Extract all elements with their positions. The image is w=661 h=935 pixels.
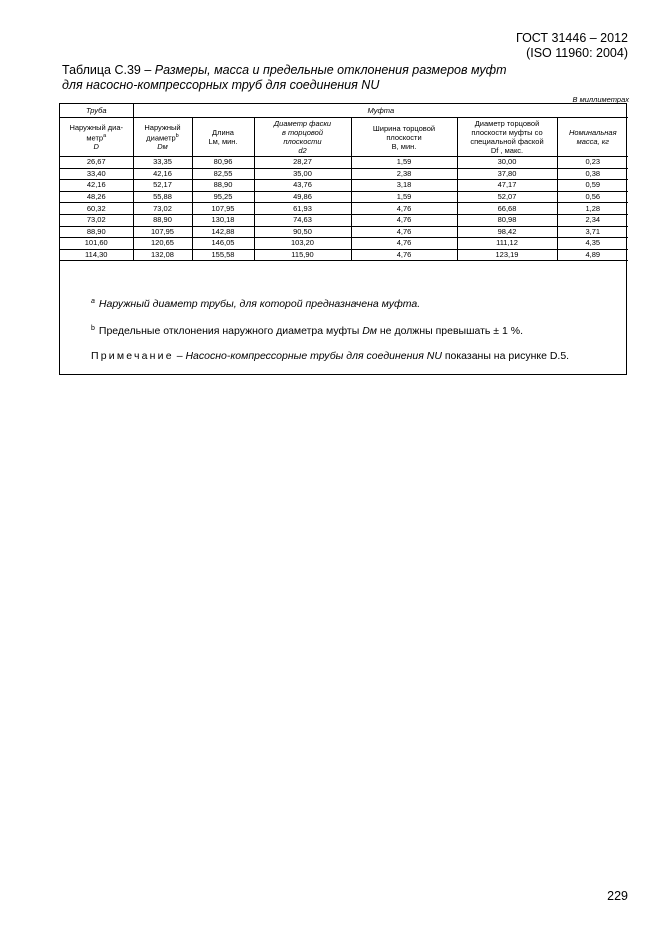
table-cell: 0,56 — [557, 191, 628, 203]
table-row — [60, 180, 628, 192]
table-cell: 30,00 — [457, 157, 557, 169]
remark-label: Примечание — [91, 350, 174, 362]
table-cell: 33,40 — [60, 168, 133, 180]
dimensions-table — [60, 104, 628, 261]
column-header-line: В, мин. — [391, 141, 417, 151]
remark-text: показаны на рисунке D.5. — [441, 350, 570, 362]
table-cell: 33,35 — [133, 157, 192, 169]
column-header-line: Df , макс. — [490, 146, 524, 155]
remark-dash: – — [173, 350, 186, 362]
column-header-line: Длина — [212, 128, 234, 137]
footnote-a — [91, 296, 611, 310]
column-header-line: в торцовой — [281, 128, 324, 137]
table-cell: 98,42 — [457, 226, 557, 238]
table-frame — [59, 103, 627, 375]
table-cell: 2,38 — [351, 168, 457, 180]
footnote-b-text1: Предельные отклонения наружного диаметра муфты — [98, 325, 363, 337]
footnote-b-text2: не должны превышать ± 1 %. — [376, 325, 523, 337]
table-cell: 115,90 — [254, 249, 351, 261]
table-cell: 80,96 — [192, 157, 254, 169]
table-cell: 146,05 — [192, 238, 254, 250]
iso-reference: (ISO 11960: 2004) — [526, 45, 628, 60]
column-header-2 — [133, 118, 192, 157]
document-header — [516, 31, 628, 60]
table-cell: 82,55 — [192, 168, 254, 180]
table-row — [60, 249, 628, 261]
table-row — [60, 226, 628, 238]
table-cell: 1,59 — [351, 157, 457, 169]
column-header-line: Ширина торцовой — [372, 123, 436, 133]
column-header-line: масса, кг — [576, 137, 609, 146]
table-cell: 48,26 — [60, 191, 133, 203]
table-cell: 0,38 — [557, 168, 628, 180]
table-cell: 74,63 — [254, 214, 351, 226]
table-cell: 130,18 — [192, 214, 254, 226]
column-header-line: Наружный — [144, 122, 181, 132]
table-cell: 73,02 — [60, 214, 133, 226]
table-cell: 73,02 — [133, 203, 192, 215]
table-cell: 88,90 — [133, 214, 192, 226]
column-header-5 — [351, 118, 457, 157]
column-header-line: Dм — [157, 142, 168, 152]
table-cell: 1,59 — [351, 191, 457, 203]
table-cell: 35,00 — [254, 168, 351, 180]
column-header-line: плоскости муфты со — [471, 128, 543, 137]
table-cell: 4,89 — [557, 249, 628, 261]
table-cell: 3,71 — [557, 226, 628, 238]
footnote-a-text: Наружный диаметр трубы, для которой предназначена муфта. — [98, 298, 421, 310]
table-cell: 47,17 — [457, 180, 557, 192]
table-cell: 61,93 — [254, 203, 351, 215]
footnote-a-mark: a — [91, 298, 95, 305]
column-header-line: плоскости — [283, 137, 322, 146]
column-header-line: d2 — [298, 146, 307, 155]
column-header-line: Номинальная — [568, 128, 617, 137]
table-notes — [91, 296, 611, 375]
table-cell: 4,35 — [557, 238, 628, 250]
table-cell: 26,67 — [60, 157, 133, 169]
table-cell: 0,23 — [557, 157, 628, 169]
column-header-line: диаметр$^b$ — [146, 132, 179, 143]
table-row — [60, 203, 628, 215]
column-header-1 — [60, 118, 133, 157]
table-cell: 0,59 — [557, 180, 628, 192]
table-row — [60, 168, 628, 180]
table-cell: 123,19 — [457, 249, 557, 261]
footnote-b-mark: b — [91, 325, 95, 332]
page-number: 229 — [607, 889, 628, 903]
table-cell: 55,88 — [133, 191, 192, 203]
table-cell: 4,76 — [351, 214, 457, 226]
table-cell: 2,34 — [557, 214, 628, 226]
table-cell: 37,80 — [457, 168, 557, 180]
column-header-line: специальной фаской — [470, 137, 544, 146]
table-cell: 1,28 — [557, 203, 628, 215]
table-cell: 95,25 — [192, 191, 254, 203]
table-cell: 4,76 — [351, 238, 457, 250]
table-title — [62, 63, 632, 92]
table-cell: 52,07 — [457, 191, 557, 203]
column-header-line: Наружный диа- — [69, 122, 124, 132]
table-cell: 80,98 — [457, 214, 557, 226]
table-cell: 52,17 — [133, 180, 192, 192]
table-cell: 49,86 — [254, 191, 351, 203]
remark — [91, 350, 611, 362]
group-header-coupling: Муфта — [133, 104, 628, 118]
column-header-line: Lм, мин. — [208, 137, 238, 146]
column-header-line: плоскости — [386, 132, 422, 142]
standard-number: ГОСТ 31446 – 2012 — [516, 31, 628, 45]
table-cell: 66,68 — [457, 203, 557, 215]
column-header-7 — [557, 118, 628, 157]
remark-italic: Насосно-компрессорные трубы для соединения NU — [185, 350, 442, 362]
table-cell: 120,65 — [133, 238, 192, 250]
table-row — [60, 238, 628, 250]
table-cell: 132,08 — [133, 249, 192, 261]
table-cell: 4,76 — [351, 203, 457, 215]
table-cell: 42,16 — [60, 180, 133, 192]
footnote-b-variable: Dм — [362, 325, 377, 337]
table-row — [60, 157, 628, 169]
table-title-line1: Размеры, масса и предельные отклонения размеров муфт — [154, 63, 507, 77]
table-cell: 142,88 — [192, 226, 254, 238]
table-cell: 111,12 — [457, 238, 557, 250]
table-title-line2: для насосно-компрессорных труб для соединения NU — [62, 77, 380, 92]
footnote-b — [91, 323, 611, 337]
units-label: В миллиметрах — [572, 95, 629, 104]
column-header-4 — [254, 118, 351, 157]
table-row — [60, 191, 628, 203]
table-cell: 88,90 — [60, 226, 133, 238]
column-header-6 — [457, 118, 557, 157]
table-cell: 155,58 — [192, 249, 254, 261]
table-cell: 4,76 — [351, 226, 457, 238]
table-row — [60, 214, 628, 226]
table-cell: 88,90 — [192, 180, 254, 192]
table-cell: 101,60 — [60, 238, 133, 250]
table-title-prefix: Таблица С.39 – — [62, 63, 155, 77]
column-header-line: D — [93, 142, 99, 152]
table-cell: 90,50 — [254, 226, 351, 238]
table-cell: 4,76 — [351, 249, 457, 261]
table-cell: 114,30 — [60, 249, 133, 261]
table-cell: 28,27 — [254, 157, 351, 169]
column-header-line: Диаметр торцовой — [474, 119, 540, 128]
table-cell: 3,18 — [351, 180, 457, 192]
table-cell: 107,95 — [133, 226, 192, 238]
table-cell: 107,95 — [192, 203, 254, 215]
table-cell: 60,32 — [60, 203, 133, 215]
column-header-line: метр$^a$ — [86, 132, 107, 143]
table-cell: 42,16 — [133, 168, 192, 180]
group-header-pipe: Труба — [60, 104, 133, 118]
table-cell: 103,20 — [254, 238, 351, 250]
table-cell: 43,76 — [254, 180, 351, 192]
column-header-line: Диаметр фаски — [273, 119, 332, 128]
column-header-3 — [192, 118, 254, 157]
